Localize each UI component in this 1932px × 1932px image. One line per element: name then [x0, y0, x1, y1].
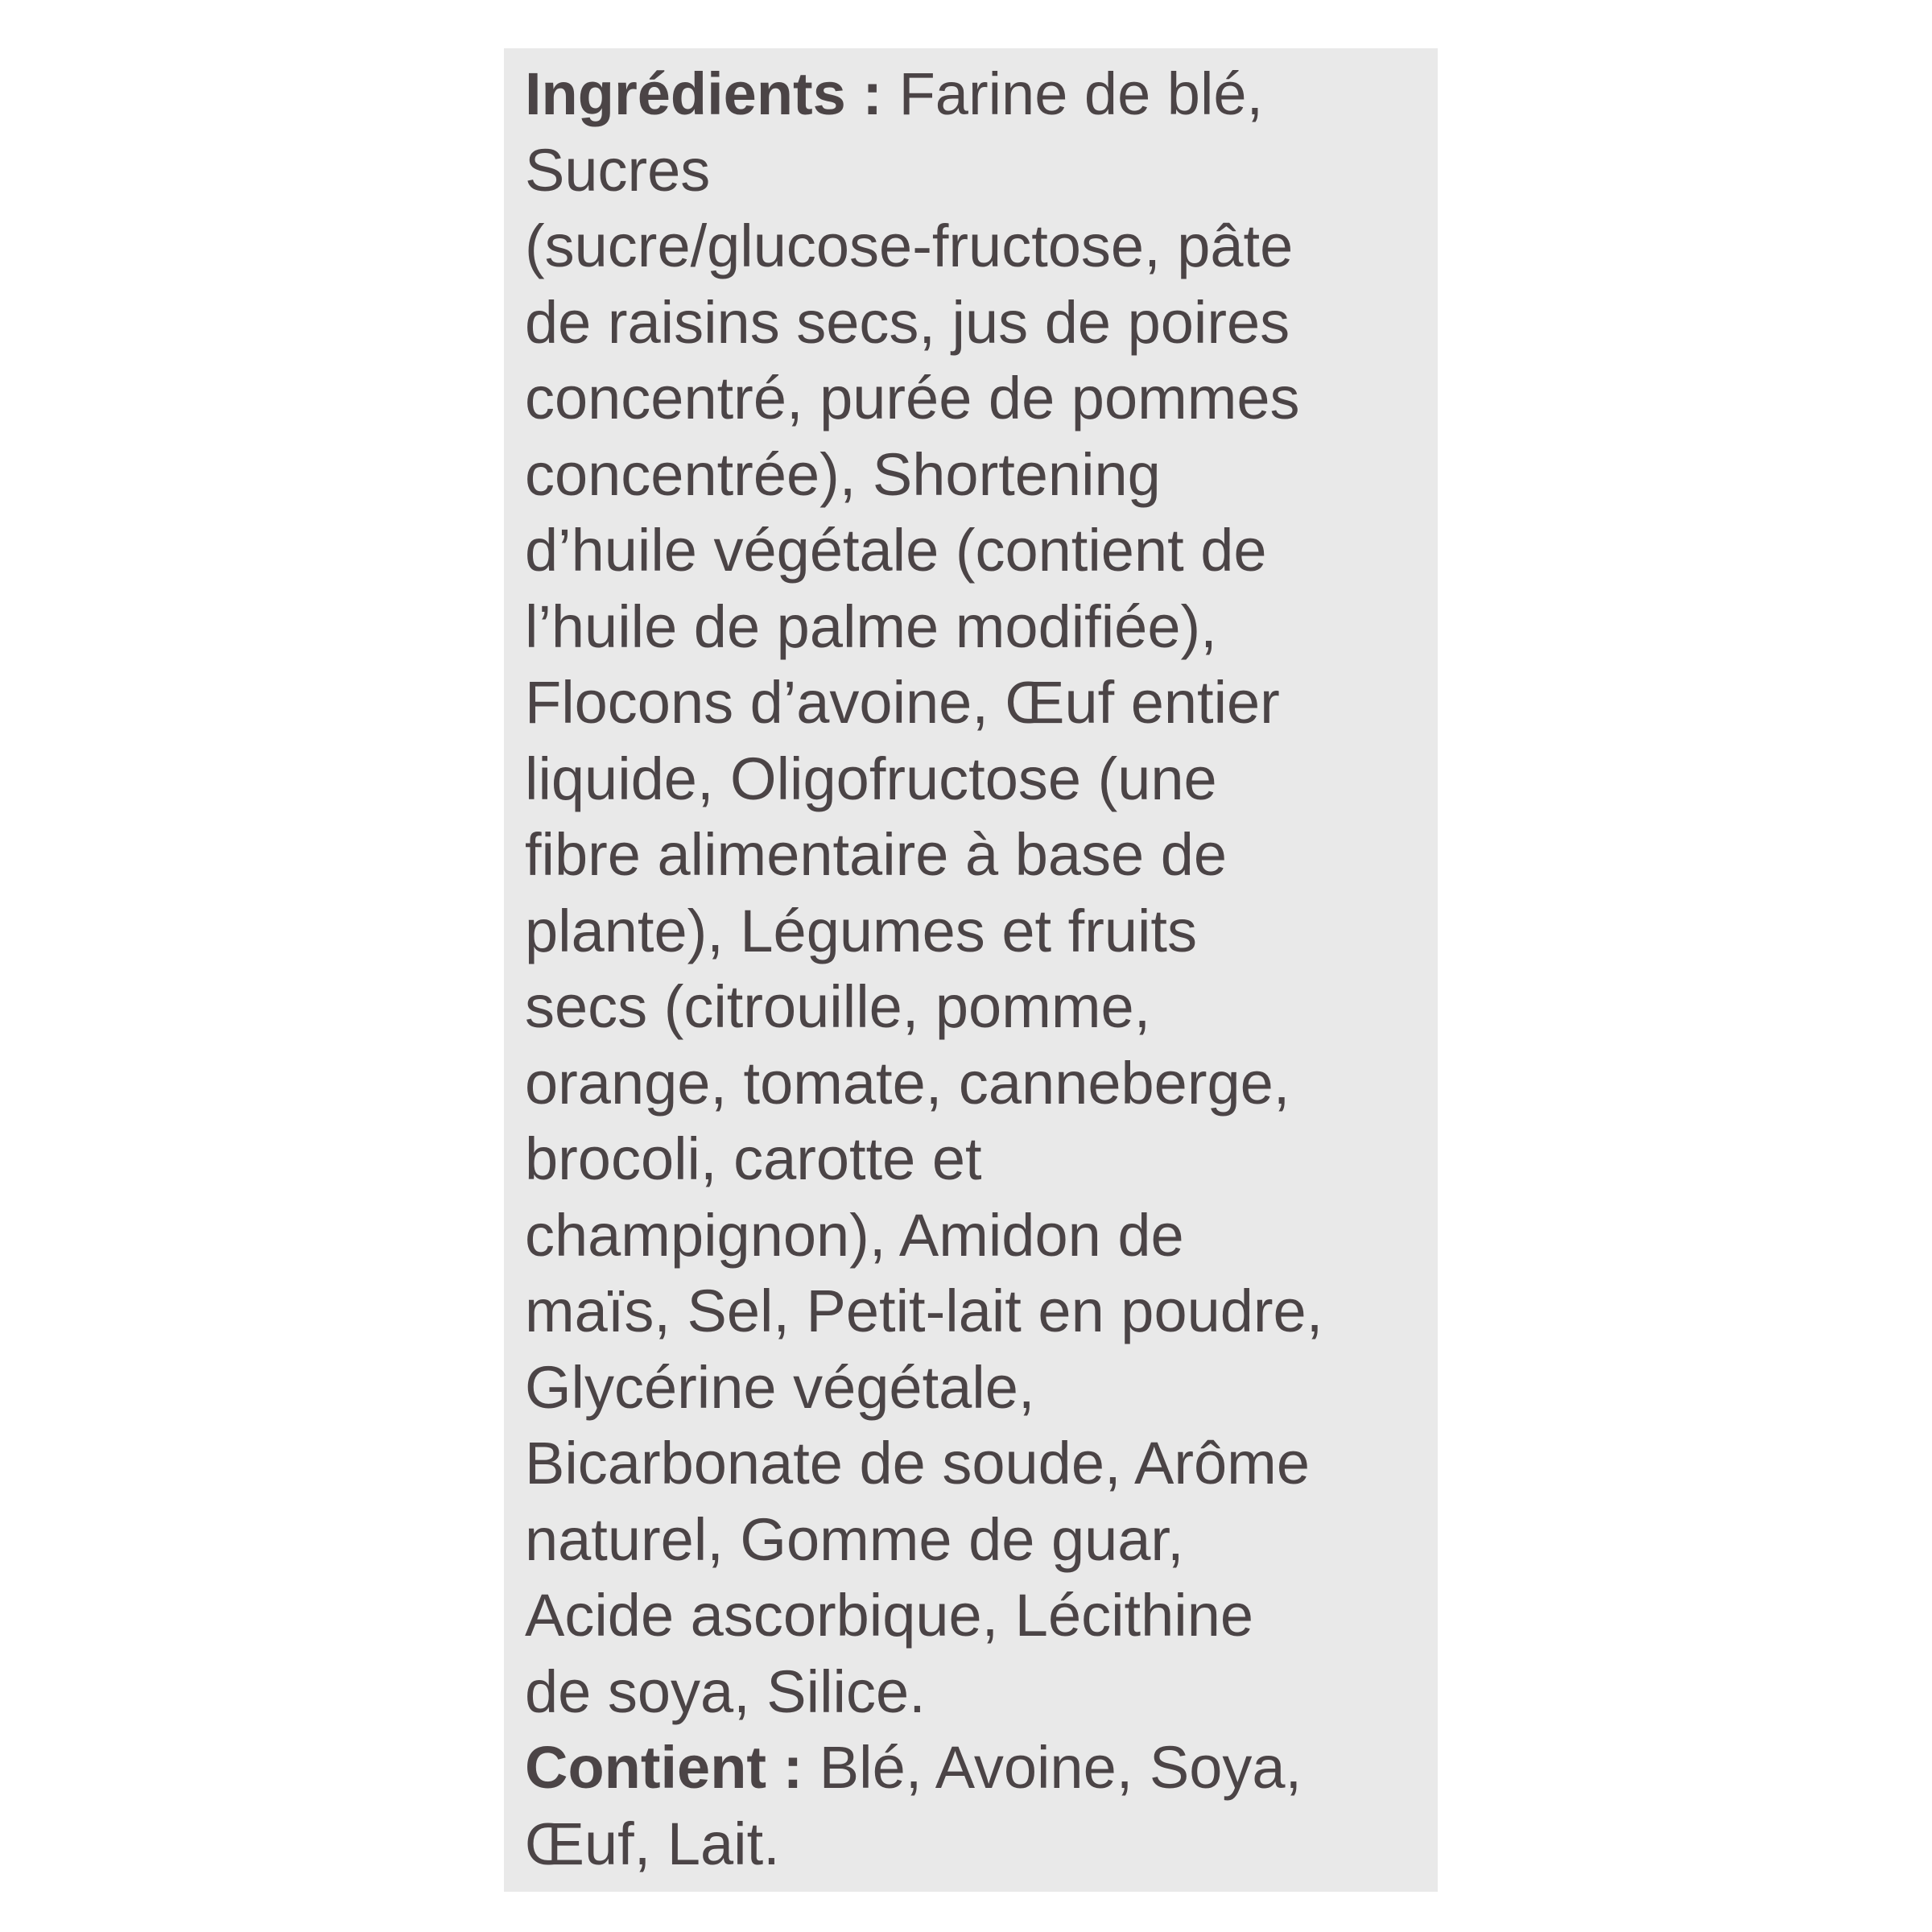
ingredients-line: secs (citrouille, pomme,: [525, 973, 1151, 1040]
ingredients-line: [525, 56, 1438, 133]
ingredients-line: Flocons d’avoine, Œuf entier: [525, 669, 1280, 736]
ingredients-line: Bicarbonate de soude, Arôme: [525, 1430, 1310, 1496]
ingredients-text-block: [525, 56, 1438, 1882]
contains-line: Œuf, Lait.: [525, 1810, 780, 1877]
ingredients-line: naturel, Gomme de guar,: [525, 1505, 1184, 1573]
contains-text: Blé, Avoine, Soya,: [803, 1734, 1302, 1801]
ingredients-line: concentré, purée de pommes: [525, 365, 1300, 431]
ingredients-line: de raisins secs, jus de poires: [525, 288, 1290, 356]
ingredients-line: fibre alimentaire à base de: [525, 821, 1228, 888]
ingredients-line: champignon), Amidon de: [525, 1201, 1184, 1269]
ingredients-heading: Ingrédients :: [525, 60, 883, 127]
ingredients-line: l’huile de palme modifiée),: [525, 592, 1217, 660]
ingredients-label-panel: [504, 48, 1438, 1892]
ingredients-text: Farine de blé,: [882, 60, 1264, 127]
ingredients-line: maïs, Sel, Petit-lait en poudre,: [525, 1278, 1323, 1344]
ingredients-line: Acide ascorbique, Lécithine: [525, 1582, 1254, 1649]
ingredients-line: orange, tomate, canneberge,: [525, 1049, 1290, 1117]
contains-line: [525, 1730, 1438, 1806]
ingredients-line: (sucre/glucose-fructose, pâte: [525, 213, 1294, 279]
ingredients-line: liquide, Oligofructose (une: [525, 745, 1217, 812]
ingredients-line: de soya, Silice.: [525, 1657, 926, 1725]
ingredients-line: concentrée), Shortening: [525, 440, 1161, 508]
contains-heading: Contient :: [525, 1734, 803, 1801]
ingredients-line: plante), Légumes et fruits: [525, 897, 1197, 964]
ingredients-line: Sucres: [525, 136, 711, 204]
ingredients-line: Glycérine végétale,: [525, 1353, 1035, 1421]
ingredients-line: brocoli, carotte et: [525, 1125, 982, 1192]
ingredients-line: d’huile végétale (contient de: [525, 517, 1267, 584]
